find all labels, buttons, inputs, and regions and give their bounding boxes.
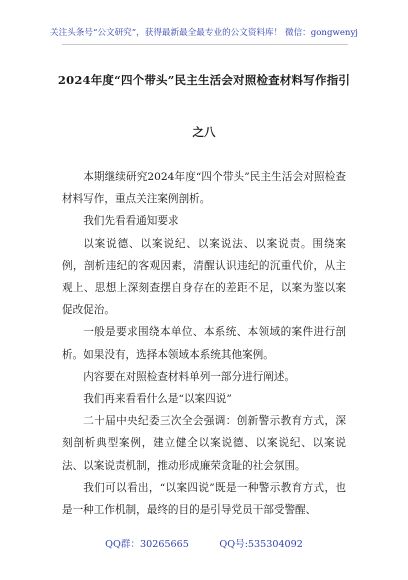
paragraph-conclusion: 我们可以看出，“以案四说”既是一种警示教育方式，也是一种工作机制，最终的目的是引导党员干部受警醒、 — [62, 481, 346, 517]
footer-contact: QQ群：30265665 QQ号:535304092 — [105, 539, 303, 550]
header-promo-note: 关注头条号“公文研究”，获得最新最全最专业的公文资料库！ 微信：gongwenyj — [50, 28, 358, 38]
document-body — [62, 166, 346, 521]
paragraph-requirements: 以案说德、以案说纪、以案说法、以案说责。围绕案例，剖析违纪的客观因素，清醒认识违纪的沉重代价，从主观上、思想上深刻查摆自身存在的差距不足，以案为鉴以案促改促治。 — [62, 237, 346, 317]
document-subtitle: 之八 — [192, 125, 216, 139]
paragraph-placement: 内容要在对照检查材料单列一部分进行阐述。 — [83, 370, 296, 383]
paragraph-scope: 一般是要求围绕本单位、本系统、本领域的案件进行剖析。如果没有，选择本领域本系统其他案例。 — [62, 326, 346, 361]
document-title: 2024年度“四个带头”民主生活会对照检查材料写作指引 — [57, 73, 351, 87]
header-divider — [62, 44, 348, 45]
paragraph-intro: 本期继续研究2024年度“四个带头”民主生活会对照检查材料写作，重点关注案例剖析。 — [62, 171, 346, 206]
paragraph-plenary: 二十届中央纪委三次全会强调：创新警示教育方式，深刻剖析典型案例，建立健全以案说德、以案说纪、以案说法、以案说责机制，推动形成廉荣贪耻的社会氛围。 — [62, 415, 346, 472]
paragraph-notice-heading: 我们先看看通知要求 — [83, 215, 179, 228]
paragraph-four-talks-heading: 我们再来看看什么是“以案四说” — [83, 393, 232, 406]
